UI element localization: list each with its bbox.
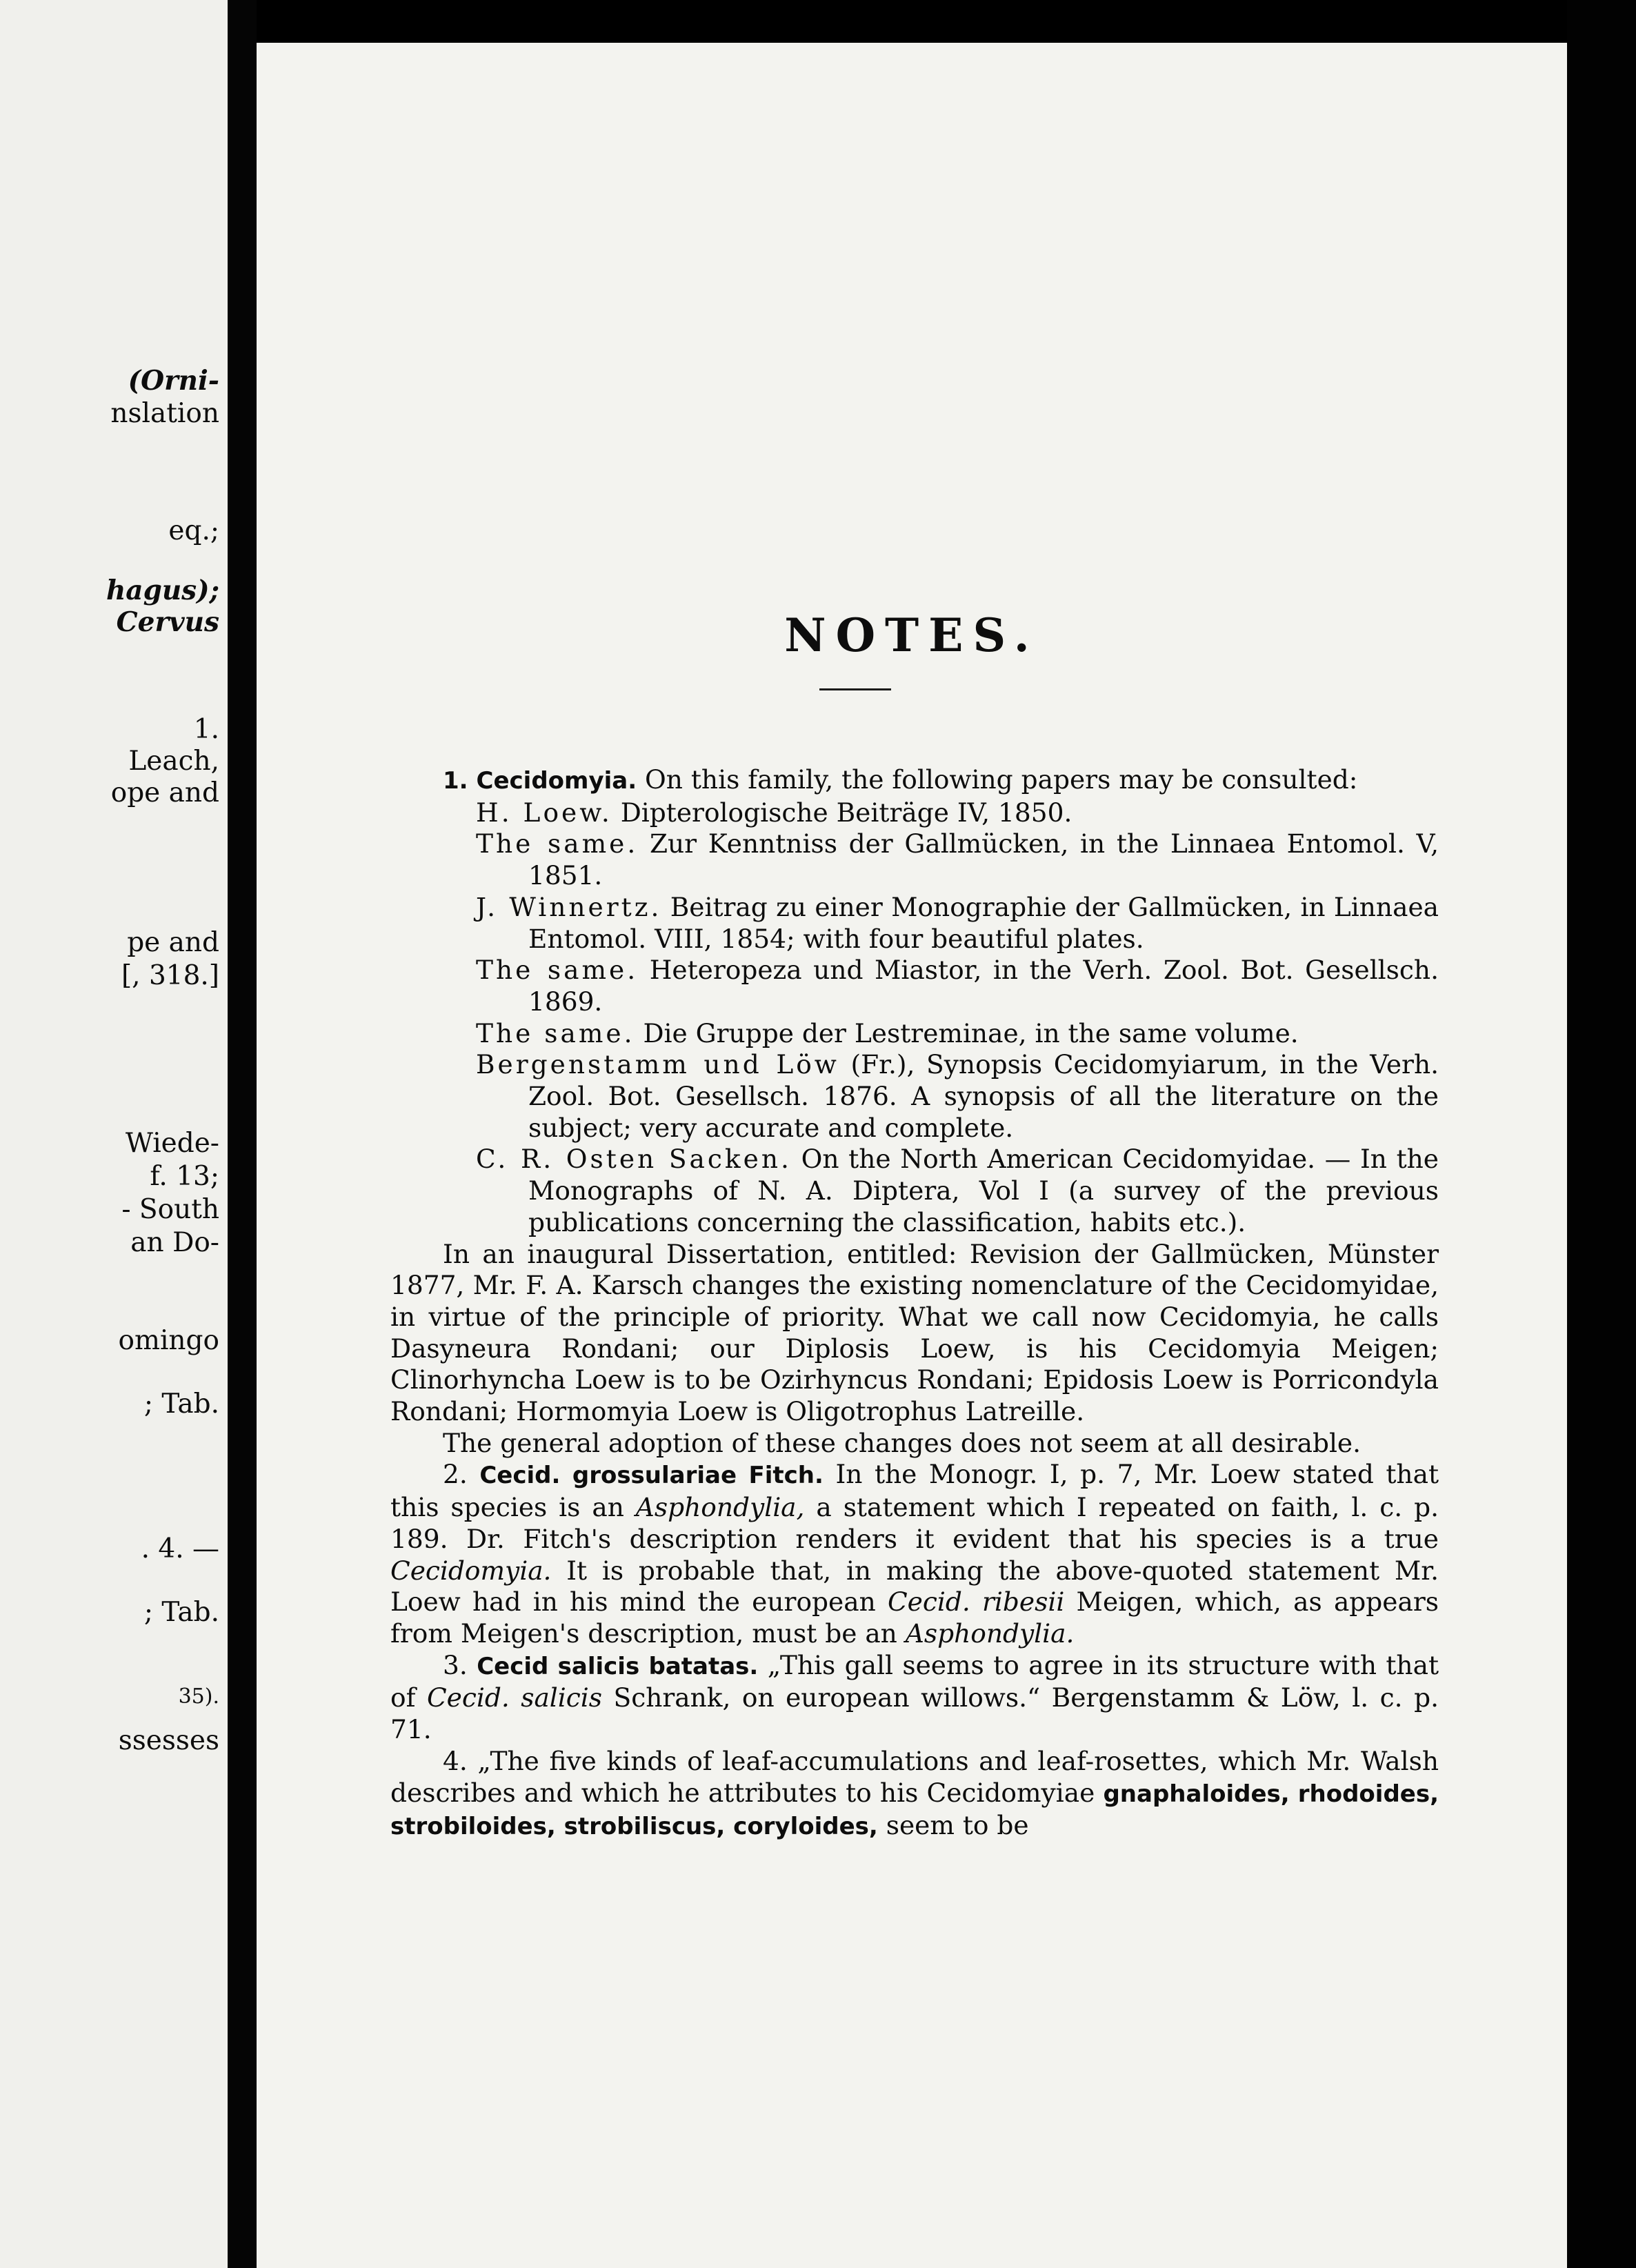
note-3: 3. Cecid salicis batatas. „This gall seems to agree in its structure with that of Cecid. salicis Schrank, on european willows.“ Bergenstamm & Löw, l. c. p. 71. (390, 1649, 1439, 1745)
fragment-line: - South (121, 1194, 219, 1225)
reference-item: J. Winnertz. Beitrag zu einer Monographie der Gallmücken, in Linnaea Entomol. VIII, 1854; with four beautiful plates. (476, 891, 1439, 954)
page-title: NOTES. (784, 608, 1039, 662)
reference-item: The same. Heteropeza und Miastor, in the Verh. Zool. Bot. Gesellsch. 1869. (476, 955, 1439, 1017)
reference-item: Bergenstamm und Löw (Fr.), Synopsis Cecidomyiarum, in the Verh. Zool. Bot. Gesellsch. 1876. A synopsis of all the literature on the subject; very accurate and complete. (476, 1049, 1439, 1143)
fragment-line: [, 318.] (121, 960, 219, 991)
fragment-line: (Orni- (128, 365, 219, 397)
reference-item: H. Loew. Dipterologische Beiträge IV, 1850. (476, 797, 1073, 828)
reference-item: The same. Zur Kenntniss der Gallmücken, in the Linnaea Entomol. V, 1851. (476, 828, 1439, 891)
fragment-line: 1. (193, 714, 219, 745)
note-4: 4. „The five kinds of leaf-accumulations and leaf-rosettes, which Mr. Walsh describes and which he attributes to his Cecidomyiae gnaphaloides, rhodoides, strobiloides, strobiliscus, coryloides, seem to be (390, 1745, 1439, 1841)
fragment-line: ; Tab. (143, 1389, 219, 1420)
fragment-line: hagus); (106, 575, 219, 606)
notes-body (390, 764, 1439, 1843)
fragment-line: nslation (110, 398, 219, 429)
fragment-line: omingo (118, 1325, 219, 1356)
fragment-line: ssesses (118, 1725, 219, 1756)
fragment-line: an Do- (130, 1227, 219, 1258)
reference-item: C. R. Osten Sacken. On the North American Cecidomyidae. — In the Monographs of N. A. Diptera, Vol I (a survey of the previous publications concerning the classification, habits etc.). (476, 1144, 1439, 1237)
fragment-line: pe and (127, 927, 219, 958)
fragment-line: f. 13; (150, 1161, 219, 1192)
title-rule (819, 688, 891, 690)
main-page (257, 43, 1567, 2268)
facing-page-fragment (0, 0, 228, 2268)
note-1-paragraph: The general adoption of these changes does not seem at all desirable. (443, 1427, 1361, 1458)
fragment-line: Leach, (128, 746, 219, 777)
reference-item: The same. Die Gruppe der Lestreminae, in the same volume. (476, 1017, 1299, 1048)
fragment-line: 35). (178, 1684, 219, 1709)
book-gutter (228, 0, 257, 2268)
note-1-intro: 1. Cecidomyia. On this family, the following papers may be consulted: (443, 764, 1358, 795)
fragment-line: Wiede- (125, 1128, 219, 1159)
scan-border (1567, 0, 1636, 2268)
fragment-line: eq.; (168, 515, 219, 546)
fragment-line: ; Tab. (143, 1597, 219, 1628)
note-1-paragraph: In an inaugural Dissertation, entitled: Revision der Gallmücken, Münster 1877, Mr. F. A. Karsch changes the existing nomenclature of the Cecidomyidae, in virtue of the principle of priority. What we call now Cecidomyia, he calls Dasyneura Rondani; our Diplosis Loew, is his Cecidomyia Meigen; Clinorhyncha Loew is to be Ozirhyncus Rondani; Epidosis Loew is Porricondyla Rondani; Hormomyia Loew is Oligotrophus Latreille. (390, 1238, 1439, 1427)
fragment-line: ope and (110, 777, 219, 808)
fragment-line: Cervus (116, 606, 219, 638)
fragment-line: . 4. — (141, 1533, 219, 1564)
note-2: 2. Cecid. grossulariae Fitch. In the Monogr. I, p. 7, Mr. Loew stated that this species is an Asphondylia, a statement which I repeated on faith, l. c. p. 189. Dr. Fitch's description renders it evident that his species is a true Cecidomyia. It is probable that, in making the above-quoted statement Mr. Loew had in his mind the european Cecid. ribesii Meigen, which, as appears from Meigen's description, must be an Asphondylia. (390, 1459, 1439, 1649)
